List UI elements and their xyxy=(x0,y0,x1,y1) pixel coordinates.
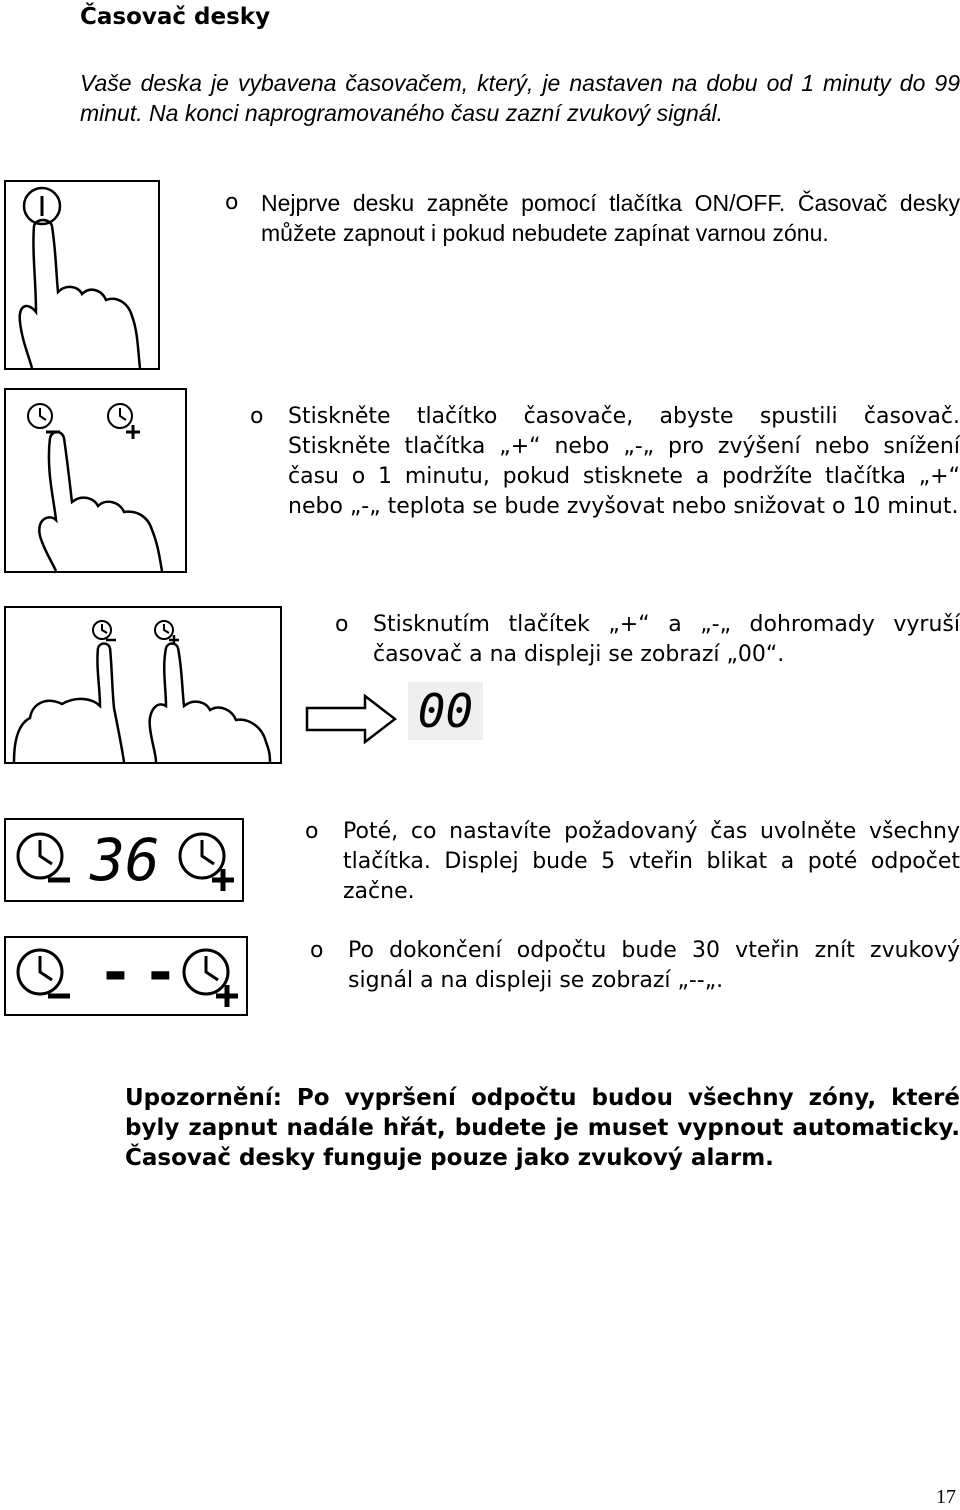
timer-plus-icon-large xyxy=(180,834,234,891)
figure-display-done xyxy=(4,936,248,1016)
display-reset xyxy=(408,682,483,740)
intro-paragraph: Vaše deska je vybavena časovačem, který, je nastaven na dobu od 1 minuty do 99 minut. Na konci naprogramovaného času zazní zvukový signál. xyxy=(80,70,960,126)
step-3-text: Stisknutím tlačítek „+“ a „-„ dohromady vyruší časovač a na displeji se zobrazí „00“. xyxy=(373,612,960,667)
timer-minus-icon-small xyxy=(93,621,116,640)
timer-minus-icon xyxy=(28,404,60,432)
timer-minus-icon-large xyxy=(18,950,70,996)
timer-minus-icon-large xyxy=(18,834,70,880)
finger-press-power-icon xyxy=(6,182,158,368)
step-3-marker: o xyxy=(335,612,349,637)
step-2-marker: o xyxy=(250,404,264,429)
page-title: Časovač desky xyxy=(80,4,271,30)
step-1-marker: o xyxy=(225,190,239,215)
timer-plus-icon xyxy=(108,404,140,439)
timer-plus-icon-large xyxy=(184,950,238,1007)
step-1-text: Nejprve desku zapněte pomocí tlačítka ON/OFF. Časovač desky můžete zapnout i pokud nebudete zapínat varnou zónu. xyxy=(261,190,960,246)
timer-buttons-finger-icon xyxy=(6,390,185,571)
figure-power-button xyxy=(4,180,160,370)
step-5-marker: o xyxy=(310,938,324,963)
timer-plus-icon-small xyxy=(155,621,179,645)
display-reset-value: 00 xyxy=(417,684,474,738)
two-fingers-press-icon xyxy=(6,608,280,762)
step-2-text: Stiskněte tlačítko časovače, abyste spustili časovač. Stiskněte tlačítka „+“ nebo „-„ pro zvýšení nebo snížení času o 1 minutu, pokud stisknete a podržíte tlačítka „+“ nebo „-„ teplota se bude zvyšovat nebo snižovat o 10 minut. xyxy=(288,404,960,519)
arrow-right-icon xyxy=(305,694,397,744)
warning-paragraph: Upozornění: Po vypršení odpočtu budou všechny zóny, které byly zapnut nadále hřát, budete je muset vypnout automaticky. Časovač desky funguje pouze jako zvukový alarm. xyxy=(125,1085,960,1171)
step-4-text: Poté, co nastavíte požadovaný čas uvolněte všechny tlačítka. Displej bude 5 vteřin blikat a poté odpočet začne. xyxy=(343,819,960,904)
page-number: 17 xyxy=(936,1486,956,1508)
figure-display-set xyxy=(4,818,244,902)
figure-timer-buttons xyxy=(4,388,187,573)
step-5-text: Po dokončení odpočtu bude 30 vteřin znít zvukový signál a na displeji se zobrazí „--„. xyxy=(348,938,960,993)
figure-two-fingers xyxy=(4,606,282,764)
display-done-value: -- xyxy=(98,938,188,1006)
step-4-marker: o xyxy=(305,819,319,844)
display-set-value: 36 xyxy=(90,826,160,894)
